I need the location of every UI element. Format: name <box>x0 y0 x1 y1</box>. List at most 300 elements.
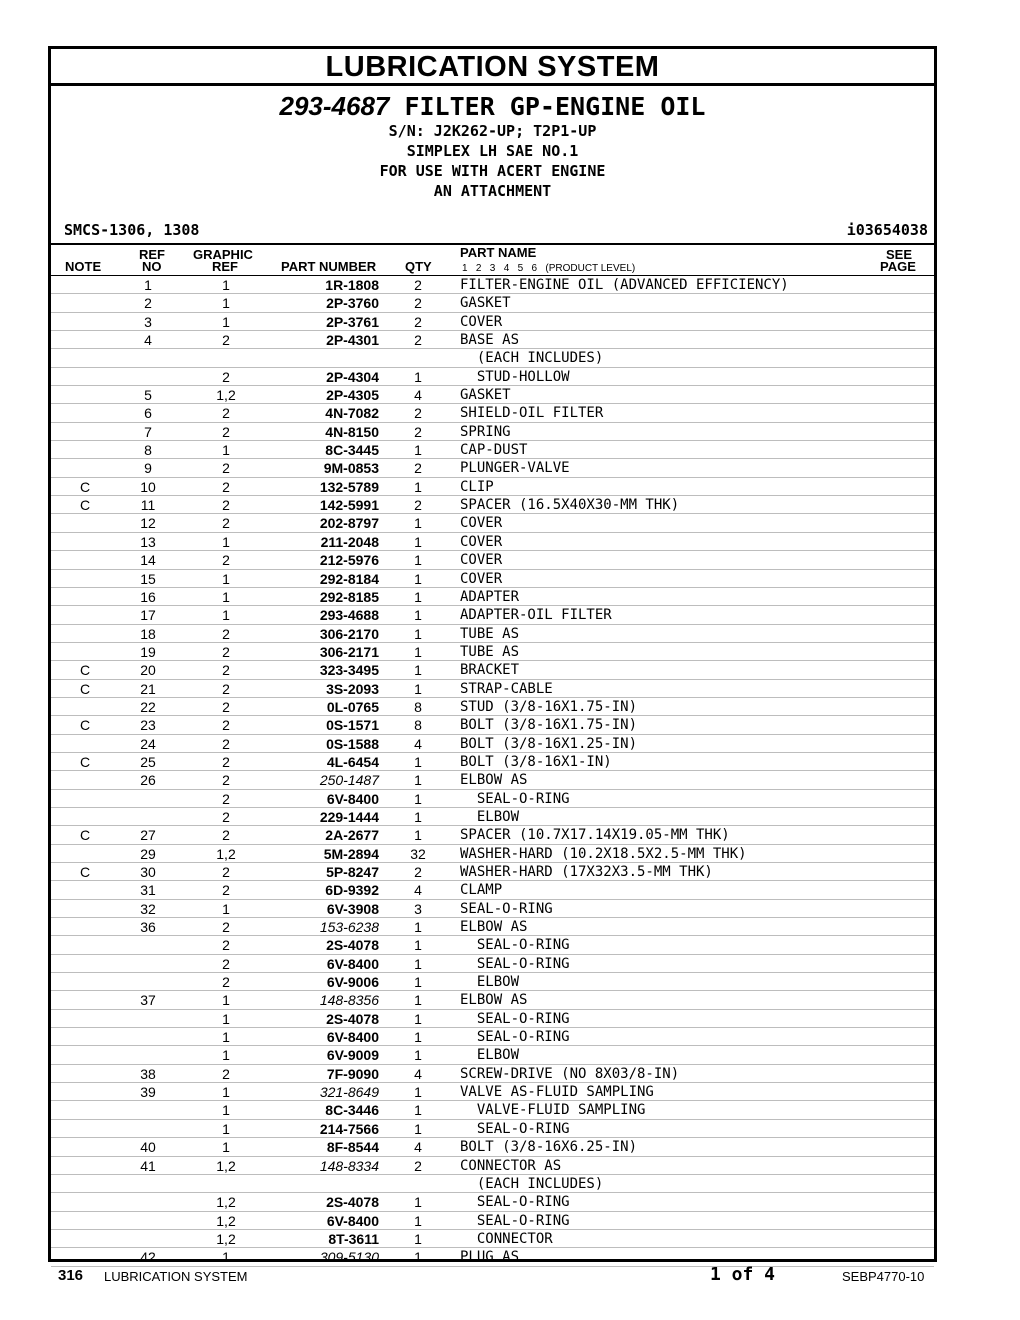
quantity-cell: 1 <box>414 1029 422 1046</box>
part-number-cell: 211-2048 <box>320 533 379 550</box>
col-see-bottom: PAGE <box>880 259 916 274</box>
graphic-ref-cell: 2 <box>222 423 230 440</box>
note-cell: C <box>79 827 91 844</box>
table-row <box>51 881 934 899</box>
part-number-cell: 293-4688 <box>319 607 379 624</box>
ref-number-cell: 23 <box>140 717 156 734</box>
graphic-ref-cell: 1 <box>222 588 230 605</box>
quantity-cell: 1 <box>414 992 422 1009</box>
quantity-cell: 1 <box>414 1084 422 1101</box>
part-name-cell: CLAMP <box>460 882 503 899</box>
graphic-ref-cell: 1,2 <box>216 387 236 404</box>
part-number-cell: 214-7566 <box>319 1120 379 1137</box>
table-row <box>51 680 934 698</box>
part-name-cell: PLUG AS <box>460 1249 520 1266</box>
col-qty: QTY <box>405 259 432 274</box>
note-cell: C <box>79 717 91 734</box>
part-name-cell: SHIELD-OIL FILTER <box>460 405 604 422</box>
note-cell: C <box>79 864 91 880</box>
part-number-cell: 4N-7082 <box>325 405 379 422</box>
graphic-ref-cell: 1 <box>222 900 230 917</box>
group-title <box>51 91 934 121</box>
part-number-cell: 306-2171 <box>319 643 379 660</box>
graphic-ref-cell: 1 <box>222 992 230 1009</box>
part-name-cell: SPRING <box>460 423 511 440</box>
table-row <box>51 735 934 753</box>
table-row <box>51 845 934 863</box>
part-name-cell: TUBE AS <box>460 643 520 660</box>
part-name-cell: SEAL-O-RING <box>460 1010 570 1027</box>
part-number-cell: 6V-9009 <box>326 1047 379 1064</box>
graphic-ref-cell: 2 <box>222 662 230 679</box>
part-name-cell: (EACH INCLUDES) <box>460 350 604 367</box>
quantity-cell: 1 <box>414 1102 422 1119</box>
part-number-cell: 2P-3761 <box>326 313 379 330</box>
graphic-ref-cell: 2 <box>222 790 230 807</box>
part-name-cell: SEAL-O-RING <box>460 1120 570 1137</box>
graphic-ref-cell: 1,2 <box>216 1230 236 1247</box>
ref-number-cell: 1 <box>144 277 152 293</box>
table-row <box>51 918 934 936</box>
part-name-cell: COVER <box>460 552 503 569</box>
part-name-cell: BRACKET <box>460 662 520 679</box>
quantity-cell: 1 <box>414 643 422 660</box>
quantity-cell: 1 <box>414 937 422 954</box>
part-name-cell: SEAL-O-RING <box>460 900 553 917</box>
table-row <box>51 386 934 404</box>
quantity-cell: 1 <box>414 1010 422 1027</box>
table-row <box>51 551 934 569</box>
part-number-cell: 2P-4301 <box>326 332 379 349</box>
part-name-cell: PLUNGER-VALVE <box>460 460 570 477</box>
part-number-cell: 6V-8400 <box>326 1029 379 1046</box>
table-row <box>51 313 934 331</box>
table-row <box>51 496 934 514</box>
quantity-cell: 4 <box>414 882 422 899</box>
part-name-cell: BOLT (3/8-16X1-IN) <box>460 753 612 770</box>
ref-number-cell: 4 <box>144 332 152 349</box>
part-name-cell: BASE AS <box>460 332 520 349</box>
graphic-ref-cell: 2 <box>222 882 230 899</box>
graphic-ref-cell: 1 <box>222 1029 230 1046</box>
part-number-cell: 202-8797 <box>319 515 379 532</box>
table-row <box>51 423 934 441</box>
ref-number-cell: 31 <box>140 882 156 899</box>
graphic-ref-cell: 1 <box>222 277 230 293</box>
part-name-cell: VALVE AS-FLUID SAMPLING <box>460 1084 654 1101</box>
page-title: LUBRICATION SYSTEM <box>51 49 934 86</box>
smcs-code: SMCS-1306, 1308 <box>64 221 200 239</box>
part-name-cell: ELBOW <box>460 808 520 825</box>
part-number-cell: 0S-1571 <box>326 717 379 734</box>
col-ref-bottom: NO <box>142 259 162 274</box>
table-row <box>51 698 934 716</box>
quantity-cell: 2 <box>414 864 422 880</box>
quantity-cell: 1 <box>414 919 422 936</box>
ref-number-cell: 3 <box>144 313 152 330</box>
group-description-1: SIMPLEX LH SAE NO.1 <box>406 142 579 160</box>
part-name-cell: ELBOW AS <box>460 919 528 936</box>
graphic-ref-cell: 1 <box>222 1120 230 1137</box>
graphic-ref-cell: 2 <box>222 680 230 697</box>
col-note: NOTE <box>65 259 102 274</box>
table-row <box>51 1101 934 1119</box>
quantity-cell: 1 <box>414 808 422 825</box>
graphic-ref-cell: 2 <box>222 497 230 514</box>
ref-number-cell: 37 <box>140 992 156 1009</box>
graphic-ref-cell: 2 <box>222 717 230 734</box>
part-name-cell: CLIP <box>460 478 494 495</box>
quantity-cell: 1 <box>414 1047 422 1064</box>
graphic-ref-cell: 2 <box>222 698 230 715</box>
graphic-ref-cell: 1,2 <box>216 1194 236 1211</box>
ref-number-cell: 2 <box>144 295 152 312</box>
quantity-cell: 4 <box>414 387 422 404</box>
part-name-cell: BOLT (3/8-16X6.25-IN) <box>460 1139 638 1156</box>
part-number-cell: 6V-8400 <box>326 790 379 807</box>
col-graphic-bottom: REF <box>212 259 238 274</box>
note-cell: C <box>79 753 91 770</box>
page-of-count: 1 of 4 <box>710 1264 776 1285</box>
table-row <box>51 900 934 918</box>
graphic-ref-cell: 2 <box>222 735 230 752</box>
quantity-cell: 1 <box>414 533 422 550</box>
quantity-cell: 32 <box>410 845 426 862</box>
quantity-cell: 2 <box>414 313 422 330</box>
table-row <box>51 790 934 808</box>
part-name-cell: COVER <box>460 533 503 550</box>
ref-number-cell: 30 <box>140 864 156 880</box>
quantity-cell: 1 <box>414 478 422 495</box>
quantity-cell: 1 <box>414 753 422 770</box>
part-number-cell: 212-5976 <box>319 552 379 569</box>
ref-number-cell: 13 <box>140 533 156 550</box>
ref-number-cell: 26 <box>140 772 156 789</box>
ref-number-cell: 39 <box>140 1084 156 1101</box>
quantity-cell: 8 <box>414 717 422 734</box>
page-footer <box>0 1264 1020 1288</box>
ref-number-cell: 15 <box>140 570 156 587</box>
group-header <box>51 91 934 245</box>
ref-number-cell: 5 <box>144 387 152 404</box>
quantity-cell: 8 <box>414 698 422 715</box>
part-number-cell: 2S-4078 <box>326 937 379 954</box>
ref-number-cell: 22 <box>140 698 156 715</box>
part-name-cell: CONNECTOR AS <box>460 1157 562 1174</box>
part-number-cell: 292-8185 <box>319 588 379 605</box>
ref-number-cell: 10 <box>140 478 156 495</box>
graphic-ref-cell: 2 <box>222 919 230 936</box>
part-number-cell: 6V-9006 <box>326 974 379 991</box>
table-row <box>51 643 934 661</box>
quantity-cell: 2 <box>414 497 422 514</box>
part-name-cell: STUD (3/8-16X1.75-IN) <box>460 698 638 715</box>
graphic-ref-cell: 2 <box>222 753 230 770</box>
ref-number-cell: 14 <box>140 552 156 569</box>
part-name-cell: STUD-HOLLOW <box>460 368 570 385</box>
part-number-cell: 5P-8247 <box>326 864 379 880</box>
ref-number-cell: 11 <box>140 497 156 514</box>
part-number-cell: 2P-4305 <box>326 387 379 404</box>
part-number-cell: 306-2170 <box>319 625 379 642</box>
col-graphic-top: GRAPHIC <box>193 247 253 262</box>
part-number-cell: 0S-1588 <box>326 735 379 752</box>
part-name-cell: CONNECTOR <box>460 1230 553 1247</box>
part-number-cell: 8C-3445 <box>325 442 379 459</box>
ref-number-cell: 9 <box>144 460 152 477</box>
table-row <box>51 753 934 771</box>
part-name-cell: SCREW-DRIVE (NO 8X03/8-IN) <box>460 1065 680 1082</box>
quantity-cell: 1 <box>414 1120 422 1137</box>
part-number-cell: 0L-0765 <box>326 698 379 715</box>
quantity-cell: 1 <box>414 827 422 844</box>
graphic-ref-cell: 2 <box>222 974 230 991</box>
table-row <box>51 606 934 624</box>
quantity-cell: 1 <box>414 1212 422 1229</box>
graphic-ref-cell: 1,2 <box>216 1157 236 1174</box>
table-row <box>51 1230 934 1248</box>
part-number-cell: 2P-3760 <box>326 295 379 312</box>
note-cell: C <box>79 478 91 495</box>
graphic-ref-cell: 1 <box>222 295 230 312</box>
table-row <box>51 533 934 551</box>
table-row <box>51 349 934 367</box>
table-row <box>51 1193 934 1211</box>
part-name-cell: SPACER (16.5X40X30-MM THK) <box>460 497 680 514</box>
graphic-ref-cell: 1 <box>222 1102 230 1119</box>
quantity-cell: 1 <box>414 955 422 972</box>
graphic-ref-cell: 1 <box>222 1249 230 1266</box>
ref-number-cell: 36 <box>140 919 156 936</box>
part-number-cell: 148-8334 <box>319 1157 379 1174</box>
ref-number-cell: 17 <box>140 607 156 624</box>
graphic-ref-cell: 2 <box>222 332 230 349</box>
quantity-cell: 1 <box>414 974 422 991</box>
table-row <box>51 973 934 991</box>
col-part-number: PART NUMBER <box>281 259 377 274</box>
quantity-cell: 4 <box>414 1139 422 1156</box>
table-row <box>51 441 934 459</box>
ref-number-cell: 8 <box>144 442 152 459</box>
parts-list-frame <box>48 46 937 1266</box>
quantity-cell: 4 <box>414 735 422 752</box>
table-row <box>51 625 934 643</box>
part-name-cell: GASKET <box>460 387 511 404</box>
quantity-cell: 1 <box>414 680 422 697</box>
part-number-cell: 6V-3908 <box>326 900 379 917</box>
graphic-ref-cell: 2 <box>222 643 230 660</box>
table-row <box>51 1120 934 1138</box>
quantity-cell: 2 <box>414 277 422 293</box>
ref-number-cell: 38 <box>140 1065 156 1082</box>
table-row <box>51 404 934 422</box>
graphic-ref-cell: 2 <box>222 937 230 954</box>
part-name-cell: COVER <box>460 313 503 330</box>
graphic-ref-cell: 2 <box>222 1065 230 1082</box>
ref-number-cell: 24 <box>140 735 156 752</box>
col-part-name: PART NAME <box>460 245 537 260</box>
quantity-cell: 4 <box>414 1065 422 1082</box>
document-number: SEBP4770-10 <box>842 1269 925 1284</box>
graphic-ref-cell: 2 <box>222 772 230 789</box>
table-row <box>51 276 934 294</box>
col-product-level: 1 2 3 4 5 6 (PRODUCT LEVEL) <box>462 263 636 274</box>
part-name-cell: FILTER-ENGINE OIL (ADVANCED EFFICIENCY) <box>460 277 789 293</box>
table-row <box>51 1028 934 1046</box>
part-name-cell: (EACH INCLUDES) <box>460 1175 604 1192</box>
ref-number-cell: 18 <box>140 625 156 642</box>
graphic-ref-cell: 1 <box>222 442 230 459</box>
part-number-cell: 9M-0853 <box>323 460 379 477</box>
graphic-ref-cell: 1 <box>222 313 230 330</box>
group-description-3: AN ATTACHMENT <box>433 182 552 200</box>
quantity-cell: 1 <box>414 1194 422 1211</box>
table-row <box>51 955 934 973</box>
part-number-cell: 2P-4304 <box>326 368 379 385</box>
ref-number-cell: 20 <box>140 662 156 679</box>
group-part-number: 293-4687 <box>279 91 390 121</box>
ref-number-cell: 19 <box>140 643 156 660</box>
ref-number-cell: 25 <box>140 753 156 770</box>
quantity-cell: 1 <box>414 790 422 807</box>
graphic-ref-cell: 1 <box>222 1084 230 1101</box>
quantity-cell: 1 <box>414 570 422 587</box>
part-number-cell: 2S-4078 <box>326 1010 379 1027</box>
quantity-cell: 2 <box>414 460 422 477</box>
graphic-ref-cell: 1,2 <box>216 1212 236 1229</box>
part-number-cell: 250-1487 <box>319 772 379 789</box>
footer-section: LUBRICATION SYSTEM <box>104 1269 248 1284</box>
table-row <box>51 331 934 349</box>
table-row <box>51 1010 934 1028</box>
ref-number-cell: 41 <box>140 1157 156 1174</box>
part-name-cell: SEAL-O-RING <box>460 937 570 954</box>
part-name-cell: SEAL-O-RING <box>460 1029 570 1046</box>
quantity-cell: 2 <box>414 405 422 422</box>
column-headers <box>51 245 934 276</box>
part-number-cell: 8F-8544 <box>326 1139 379 1156</box>
ref-number-cell: 40 <box>140 1139 156 1156</box>
part-name-cell: COVER <box>460 515 503 532</box>
quantity-cell: 1 <box>414 607 422 624</box>
part-number-cell: 321-8649 <box>319 1084 379 1101</box>
part-number-cell: 153-6238 <box>319 919 379 936</box>
part-number-cell: 132-5789 <box>319 478 379 495</box>
graphic-ref-cell: 2 <box>222 405 230 422</box>
ref-number-cell: 21 <box>140 680 156 697</box>
ref-number-cell: 16 <box>140 588 156 605</box>
part-number-cell: 1R-1808 <box>325 277 379 293</box>
quantity-cell: 2 <box>414 1157 422 1174</box>
quantity-cell: 2 <box>414 332 422 349</box>
part-name-cell: STRAP-CABLE <box>460 680 553 697</box>
quantity-cell: 1 <box>414 1230 422 1247</box>
part-name-cell: ADAPTER <box>460 588 520 605</box>
note-cell: C <box>79 497 91 514</box>
quantity-cell: 1 <box>414 552 422 569</box>
ref-number-cell: 7 <box>144 423 152 440</box>
ref-number-cell: 29 <box>140 845 156 862</box>
table-row <box>51 1138 934 1156</box>
ref-number-cell: 42 <box>140 1249 156 1266</box>
table-row <box>51 514 934 532</box>
serial-range: S/N: J2K262-UP; T2P1-UP <box>388 122 597 140</box>
table-row <box>51 1212 934 1230</box>
table-row <box>51 826 934 844</box>
table-row <box>51 1046 934 1064</box>
part-name-cell: BOLT (3/8-16X1.75-IN) <box>460 717 638 734</box>
part-number-cell: 2S-4078 <box>326 1194 379 1211</box>
table-row <box>51 1065 934 1083</box>
group-description-2: FOR USE WITH ACERT ENGINE <box>379 162 606 180</box>
table-row <box>51 808 934 826</box>
table-row <box>51 771 934 789</box>
parts-table-body <box>51 276 934 1267</box>
quantity-cell: 1 <box>414 662 422 679</box>
part-name-cell: ELBOW <box>460 1047 520 1064</box>
part-name-cell: WASHER-HARD (17X32X3.5-MM THK) <box>460 864 713 880</box>
part-number-cell: 3S-2093 <box>326 680 379 697</box>
table-row <box>51 1157 934 1175</box>
table-row <box>51 478 934 496</box>
ref-number-cell: 27 <box>140 827 156 844</box>
part-number-cell: 8T-3611 <box>328 1230 379 1247</box>
part-name-cell: SEAL-O-RING <box>460 1194 570 1211</box>
graphic-ref-cell: 2 <box>222 808 230 825</box>
part-name-cell: TUBE AS <box>460 625 520 642</box>
quantity-cell: 1 <box>414 515 422 532</box>
table-row <box>51 459 934 477</box>
part-number-cell: 6V-8400 <box>326 1212 379 1229</box>
graphic-ref-cell: 2 <box>222 864 230 880</box>
part-name-cell: ELBOW AS <box>460 772 528 789</box>
quantity-cell: 2 <box>414 295 422 312</box>
part-number-cell: 292-8184 <box>319 570 379 587</box>
part-name-cell: ADAPTER-OIL FILTER <box>460 607 612 624</box>
quantity-cell: 1 <box>414 368 422 385</box>
graphic-ref-cell: 2 <box>222 368 230 385</box>
part-name-cell: CAP-DUST <box>460 442 528 459</box>
part-number-cell: 4L-6454 <box>326 753 379 770</box>
graphic-ref-cell: 1 <box>222 570 230 587</box>
part-name-cell: COVER <box>460 570 503 587</box>
part-name-cell: BOLT (3/8-16X1.25-IN) <box>460 735 638 752</box>
part-name-cell: GASKET <box>460 295 511 312</box>
graphic-ref-cell: 2 <box>222 625 230 642</box>
table-row <box>51 294 934 312</box>
graphic-ref-cell: 1 <box>222 533 230 550</box>
graphic-ref-cell: 2 <box>222 827 230 844</box>
graphic-ref-cell: 2 <box>222 478 230 495</box>
graphic-ref-cell: 1 <box>222 1139 230 1156</box>
illustration-id: i03654038 <box>846 221 928 239</box>
part-number-cell: 6V-8400 <box>326 955 379 972</box>
quantity-cell: 1 <box>414 625 422 642</box>
part-number-cell: 8C-3446 <box>325 1102 379 1119</box>
part-number-cell: 6D-9392 <box>325 882 379 899</box>
part-number-cell: 148-8356 <box>319 992 379 1009</box>
table-row <box>51 716 934 734</box>
quantity-cell: 1 <box>414 1249 422 1266</box>
part-number-cell: 142-5991 <box>319 497 379 514</box>
note-cell: C <box>79 662 91 679</box>
ref-number-cell: 6 <box>144 405 152 422</box>
table-row <box>51 863 934 881</box>
part-number-cell: 323-3495 <box>319 662 379 679</box>
quantity-cell: 1 <box>414 442 422 459</box>
part-name-cell: ELBOW <box>460 974 520 991</box>
part-name-cell: WASHER-HARD (10.2X18.5X2.5-MM THK) <box>460 845 747 862</box>
